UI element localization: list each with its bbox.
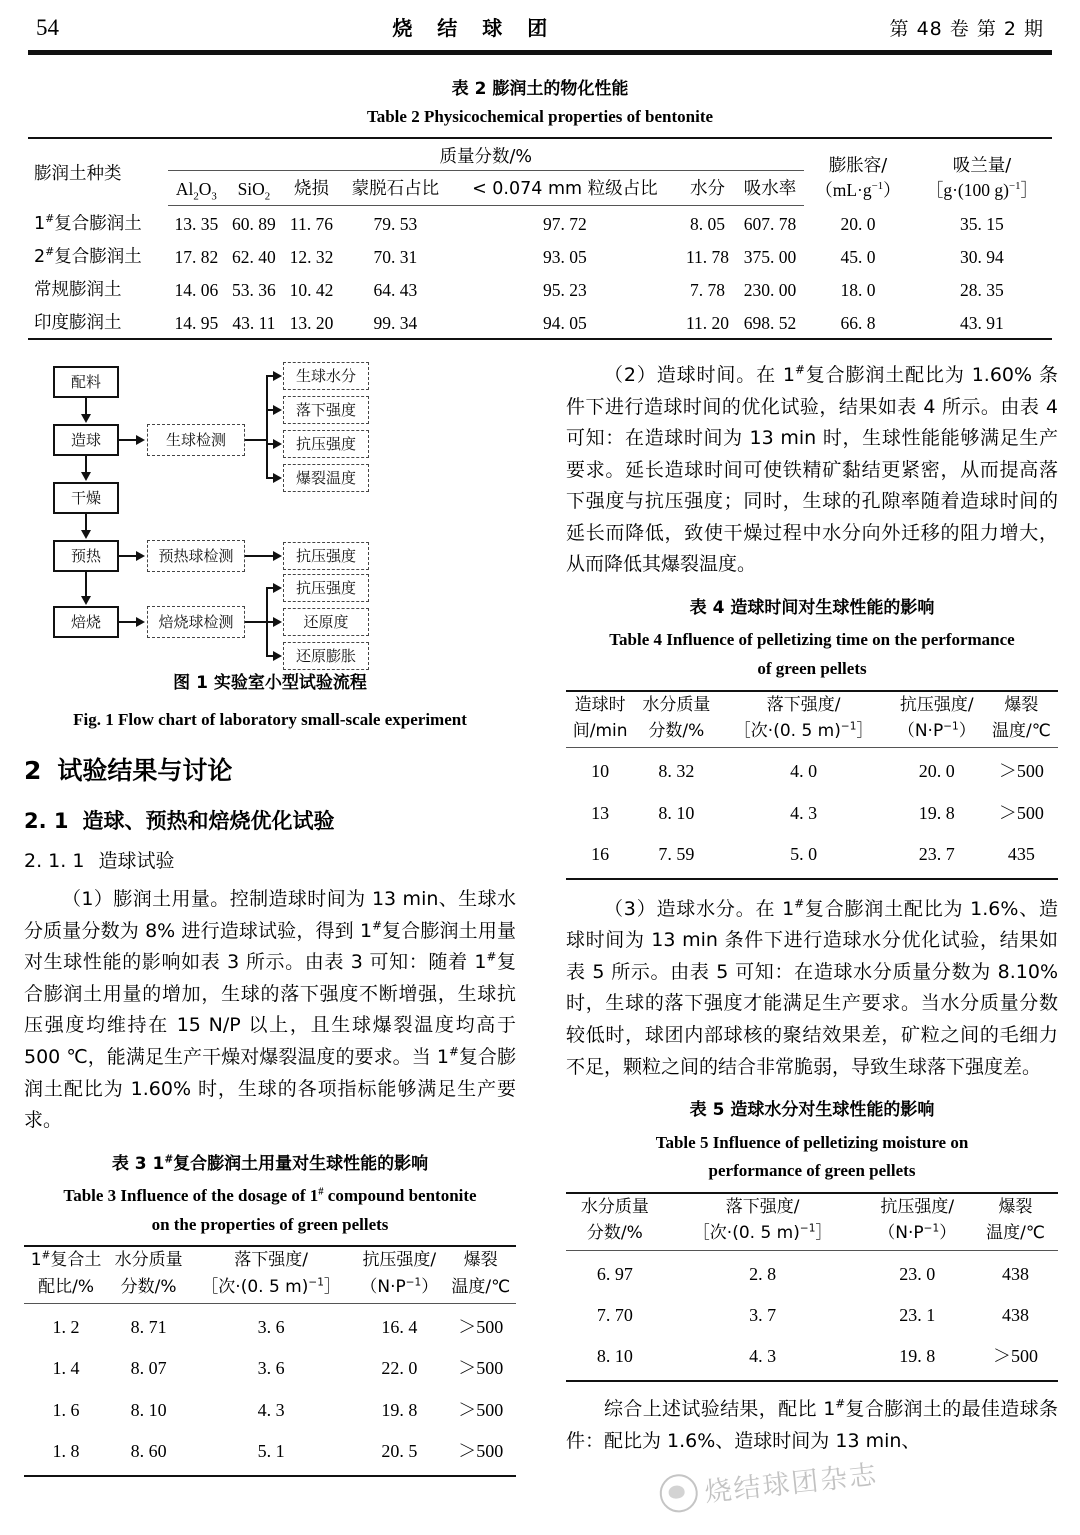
table2-col-al2o3: $Al_2O_3$ [168,171,226,206]
table-row [28,272,1052,305]
flow-arrow-preheating [81,530,91,539]
section-2-1-1-number: 2. 1. 1 [24,849,85,872]
table-row [566,834,1058,879]
flow-node-preheating: 预热 [53,540,119,572]
table3-cell-4: ＞500 [458,1399,504,1420]
flow-arrow-pelletizing [81,414,91,423]
table3-caption-en-line2: on the properties of green pellets [151,1214,389,1234]
table5-cell-0: 8. 10 [596,1346,633,1367]
table2-col-fines: < 0.074 mm 粒级占比 [451,171,680,206]
flow-node-reduction-degree: 还原度 [283,608,369,636]
table3-body [24,1304,516,1476]
flow-line-preheattest-result [245,555,274,557]
table-row [566,1295,1058,1336]
journal-title: 烧 结 球 团 [392,16,557,40]
table4-cell-4: ＞500 [998,802,1044,823]
flow-arrow-roasttest [136,617,145,627]
table2-caption-cn: 表 2 膨润土的物化性能 [451,79,629,99]
table5-cell-1: 2. 8 [749,1263,777,1284]
table3-caption-cn: 表 3 1#复合膨润土用量对生球性能的影响 [111,1152,429,1174]
table2-cell-blue: 28. 35 [960,279,1004,300]
section-heading-2 [24,751,516,792]
table5-col-0-line2: 分数/% [566,1220,664,1250]
table2-cell-al2o3: 14. 06 [174,279,219,300]
table2-cell-moisture: 11. 20 [685,312,730,333]
table3-header-row-1 [24,1246,516,1273]
table5-col-2-line1: 抗压强度/ [880,1196,955,1217]
table4-col-1-line2: 分数/% [634,718,718,748]
table3-head [24,1246,516,1303]
flow-node-reduction-swell: 还原膨胀 [283,642,369,670]
table3-cell-3: 19. 8 [381,1399,418,1420]
table2-cell-sio2: 53. 36 [232,279,276,300]
table2-col-blue [912,138,1052,206]
table-row [24,1304,516,1349]
table4-head [566,691,1058,748]
table2-cell-mont: 70. 31 [373,246,418,267]
flow-node-drop-strength: 落下强度 [283,396,369,424]
table4 [566,690,1058,880]
table2-cell-swell: 66. 8 [840,312,876,333]
table4-col-3-line2: $(N\cdot P^{-1})$ [889,718,985,748]
table5-col-1-line1: 落下强度/ [725,1196,800,1217]
table3-cell-1: 8. 71 [130,1317,167,1338]
table2-col-swelling [804,138,912,206]
table-row [566,748,1058,793]
paragraph-4: 综合上述试验结果，配比 1#复合膨润土的最佳造球条件：配比为 1.6%、造球时间为 13 min、 [566,1396,1058,1452]
table4-cell-2: 4. 0 [790,761,818,782]
flow-line-pelletizing-drying [85,456,87,473]
table2-col-kind: 膨润土种类 [34,163,122,184]
table5-cell-3: 438 [1002,1263,1030,1284]
table5-col-0-line1: 水分质量 [580,1196,649,1217]
table3-cell-2: 3. 6 [257,1358,285,1379]
figure1-caption-cn: 图 1 实验室小型试验流程 [173,673,367,693]
table5-header-row-2 [566,1220,1058,1250]
table4-col-2-line2: ［次·(0. 5 m)$^{-1}$］ [718,718,888,748]
flow-line-roasttest-bus [245,621,267,623]
section-2-number: 2 [24,756,42,786]
table5-caption-en-line2: performance of green pellets [708,1161,916,1181]
table2-cell-moisture: 7. 78 [690,279,725,300]
section-2-title: 试验结果与讨论 [57,756,233,786]
table-row [566,1336,1058,1381]
table4-col-1-line1: 水分质量 [642,694,711,715]
flow-node-roasting: 焙烧 [53,606,119,638]
table2-cell-mont: 64. 43 [373,279,418,300]
table4-header-row-1 [566,691,1058,718]
table3-col-0-line2: 配比/% [24,1274,108,1304]
running-head [0,12,1080,41]
table5-caption-en-line1: Table 5 Influence of pelletizing moisture on [655,1132,969,1152]
paragraph-1: （1）膨润土用量。控制造球时间为 13 min、生球水分质量分数为 8% 进行造球试验，得到 1#复合膨润土用量对生球性能的影响如表 3 所示。由表 3 可知：随着 1#复合膨润土用量的增加，生球的落下强度不断增强，生球抗压强度均维持在 15 N/P 以上，且生球爆裂温度均高于 500 ℃，能满足生产干燥对爆裂温度的要求。当 1#复合膨润土配比为 1.60% 时，生球的各项指标能够满足生产要求。 [24,888,516,1132]
table2-cell-kind: 1#复合膨润土 [34,211,142,234]
table3-col-2-line1: 落下强度/ [234,1250,308,1271]
flow-line-pelletizing-greentest [119,439,137,441]
table4-col-0-line2: 间/min [566,718,634,748]
flow-line-drying-preheating [85,514,87,531]
flow-line-preheating-test [119,555,137,557]
table3-caption-en-line1: Table 3 Influence of the dosage of 1# compound bentonite [63,1186,477,1206]
table2-cell-loi: 12. 32 [289,246,334,267]
table5-cell-3: 438 [1002,1304,1030,1325]
table4-cell-2: 5. 0 [790,843,818,864]
table4-cell-2: 4. 3 [790,802,818,823]
table2-col-blue-unit: ［g·(100 g)$^{-1}$］ [925,179,1038,200]
table5-cell-0: 7. 70 [596,1304,633,1325]
table3-cell-0: 1. 2 [52,1317,80,1338]
table2-col-swelling-cn: 膨胀容/ [828,155,888,176]
table4-cell-4: ＞500 [998,761,1044,782]
flow-arrow-drop-strength [273,405,282,415]
table2-cell-kind: 印度膨润土 [34,312,122,333]
table3-cell-1: 8. 10 [130,1399,167,1420]
table3-col-0-line1: 1#复合土 [30,1249,102,1271]
flow-line-greentest-bus [245,439,267,441]
paragraph-2: （2）造球时间。在 1#复合膨润土配比为 1.60% 条件下进行造球时间的优化试验，结果如表 4 所示。由表 4 可知：在造球时间为 13 min 时，生球性能能够满足生产要求。延长造球时间可使铁精矿黏结更紧密，从而提高落下强度与抗压强度；同时，生球的孔隙率随着造球时间的延长而降低，致使干燥过程中水分向外迁移的阻力增大，从而降低其爆裂温度。 [566,362,1058,576]
flow-node-drying: 干燥 [53,482,119,514]
table2-cell-blue: 43. 91 [960,312,1004,333]
table2-col-loi: 烧损 [283,171,341,206]
table4-col-2-line1: 落下强度/ [766,694,841,715]
table5-cell-0: 6. 97 [596,1263,633,1284]
paragraph-3: （3）造球水分。在 1#复合膨润土配比为 1.6%、造球时间为 13 min 条件下进行造球水分优化试验，结果如表 5 所示。由表 5 可知：在造球水分质量分数为 8.10% 时，生球的落下强度才能满足生产要求。当水分质量分数较低时，球团内部球核的聚结效果差，矿粒之间的毛细力不足，颗粒之间的结合非常脆弱，导致生球落下强度差。 [566,896,1059,1078]
flow-arrow-preheattest [136,551,145,561]
table5-col-3-line2: 温度/℃ [973,1220,1058,1250]
table2-cell-swell: 45. 0 [840,246,876,267]
table3-cell-4: ＞500 [458,1358,504,1379]
table2-col-swelling-unit: $(mL\cdot g^{-1})$ [815,179,901,200]
table2-col-blue-cn: 吸兰量/ [952,155,1012,176]
table2-cell-blue: 35. 15 [960,213,1004,234]
table3-cell-2: 4. 3 [257,1399,285,1420]
table4-cell-0: 10 [591,761,610,782]
table2-cell-fines: 94. 05 [542,312,587,333]
flow-arrow-reduction-swell [273,651,282,661]
watermark-logo-icon [658,1472,700,1514]
table3-col-4-line2: 温度/℃ [446,1274,516,1304]
table5-cell-3: ＞500 [993,1346,1039,1367]
flow-arrow-reduction-degree [273,617,282,627]
flow-node-roast-pellet-test: 焙烧球检测 [147,606,245,638]
table5-col-1-line2: ［次·(0. 5 m)$^{-1}$］ [664,1220,862,1250]
flow-line-preheating-roasting [85,572,87,597]
table4-caption-block [566,595,1058,682]
table2-cell-al2o3: 17. 82 [174,246,219,267]
table2-cell-water_abs: 607. 78 [743,213,797,234]
table3-cell-3: 16. 4 [381,1317,418,1338]
table5-col-3-line1: 爆裂 [998,1196,1033,1217]
table5-cell-1: 4. 3 [749,1346,777,1367]
table2-cell-fines: 95. 23 [542,279,587,300]
table5-caption-cn: 表 5 造球水分对生球性能的影响 [689,1100,935,1121]
table5-body [566,1250,1058,1381]
table4-col-3-line1: 抗压强度/ [899,694,974,715]
table3-cell-0: 1. 6 [52,1399,80,1420]
table4-caption-en-line2: of green pellets [757,658,867,678]
flow-arrow-roasting [81,596,91,605]
flow-bus-green [266,375,268,479]
table3-header-row-2 [24,1274,516,1304]
table2 [28,137,1052,340]
table2-cell-al2o3: 14. 95 [174,312,219,333]
flow-arrow-comp-strength-1 [273,439,282,449]
table2-header-group-row [28,138,1052,171]
table2-cell-sio2: 60. 89 [232,213,276,234]
table3-col-1-line1: 水分质量 [114,1250,183,1271]
table2-group-mass-fraction: 质量分数/% [168,138,804,171]
table3-caption-block [24,1151,516,1238]
table4-cell-1: 8. 32 [658,761,695,782]
table2-cell-blue: 30. 94 [960,246,1004,267]
table4-caption-en-line1: Table 4 Influence of pelletizing time on the performance [609,630,1015,650]
table-row [28,206,1052,239]
section-2-1-number: 2. 1 [24,808,69,833]
table4-col-4-line2: 温度/℃ [985,718,1058,748]
section-2-1-1-title: 造球试验 [98,849,175,872]
table2-caption-en: Table 2 Physicochemical properties of bentonite [366,107,714,126]
table3-cell-0: 1. 8 [52,1440,80,1461]
table-row [28,239,1052,272]
table2-cell-water_abs: 375. 00 [743,246,797,267]
table2-cell-moisture: 11. 78 [685,246,730,267]
table2-cell-kind: 常规膨润土 [34,279,122,300]
table2-cell-water_abs: 230. 00 [743,279,797,300]
flow-arrow-comp-strength-3 [273,583,282,593]
table5-cell-2: 19. 8 [899,1346,936,1367]
table4-header-row-2 [566,718,1058,748]
flow-arrow-burst-temp [273,473,282,483]
right-column [566,360,1058,1457]
table4-cell-1: 8. 10 [658,802,695,823]
section-heading-2-1 [24,804,516,838]
table2-cell-fines: 93. 05 [542,246,587,267]
page-number: 54 [36,15,59,40]
table2-cell-water_abs: 698. 52 [743,312,797,333]
table5-col-2-line2: $(N\cdot P^{-1})$ [861,1220,973,1250]
table2-cell-sio2: 43. 11 [232,312,276,333]
table5-header-row-1 [566,1193,1058,1220]
table5-cell-2: 23. 1 [899,1304,936,1325]
table2-cell-loi: 11. 76 [289,213,333,234]
table3-cell-4: ＞500 [458,1440,504,1461]
table3-col-3-line2: $(N\cdot P^{-1})$ [353,1274,446,1304]
flow-node-pelletizing: 造球 [53,424,119,456]
table4-cell-0: 13 [591,802,610,823]
watermark-text: 烧结球团杂志 [703,1459,880,1509]
table3-cell-3: 20. 5 [381,1440,418,1461]
flow-node-burst-temp: 爆裂温度 [283,464,369,492]
table2-cell-swell: 18. 0 [840,279,876,300]
table2-cell-loi: 10. 42 [289,279,334,300]
flow-arrow-preheat-result [273,551,282,561]
flow-arrow-greentest [136,435,145,445]
table3-cell-2: 5. 1 [257,1440,285,1461]
table3-cell-1: 8. 07 [130,1358,167,1379]
flow-node-comp-strength-1: 抗压强度 [283,430,369,458]
table2-cell-sio2: 62. 40 [232,246,276,267]
table2-cell-al2o3: 13. 35 [174,213,219,234]
table4-cell-0: 16 [591,843,610,864]
table3-cell-3: 22. 0 [381,1358,418,1379]
table3-cell-4: ＞500 [458,1317,504,1338]
table4-cell-3: 23. 7 [918,843,955,864]
table3-col-1-line2: 分数/% [108,1274,189,1304]
flow-line-batching-pelletizing [85,398,87,415]
flow-node-comp-strength-2: 抗压强度 [283,542,369,570]
volume-issue: 第 48 卷 第 2 期 [889,18,1044,40]
left-column [24,360,516,1477]
flow-arrow-green-moisture [273,371,282,381]
table4-col-4-line1: 爆裂 [1004,694,1039,715]
flow-arrow-drying [81,472,91,481]
table2-col-montmorillonite: 蒙脱石占比 [340,171,450,206]
table4-caption-cn: 表 4 造球时间对生球性能的影响 [689,597,935,618]
table-row [24,1348,516,1389]
table2-cell-mont: 99. 34 [373,312,418,333]
table2-cell-loi: 13. 20 [289,312,334,333]
table2-col-moisture: 水分 [679,171,736,206]
flow-node-preheat-pellet-test: 预热球检测 [147,540,245,572]
flow-node-batching: 配料 [53,366,119,398]
table5-caption-block [566,1097,1058,1184]
table3-col-4-line1: 爆裂 [463,1250,498,1271]
table2-cell-kind: 2#复合膨润土 [34,244,142,267]
table2-col-sio2: SiO$_2$ [225,171,283,206]
table2-body [28,206,1052,339]
table4-col-0-line1: 造球时 [574,694,626,715]
table3-col-2-line2: ［次·(0. 5 m)$^{-1}$］ [189,1274,353,1304]
table4-cell-4: 435 [1007,843,1035,864]
table2-col-water-absorption: 吸水率 [736,171,804,206]
table3-cell-1: 8. 60 [130,1440,167,1461]
table5-head [566,1193,1058,1250]
table4-body [566,748,1058,879]
table5-cell-1: 3. 7 [749,1304,777,1325]
table3 [24,1245,516,1477]
table3-cell-0: 1. 4 [52,1358,80,1379]
table-row [566,793,1058,834]
figure1-caption-en: Fig. 1 Flow chart of laboratory small-scale experiment [73,709,467,729]
flow-node-green-pellet-test: 生球检测 [147,424,245,456]
table-row [24,1431,516,1476]
table5-cell-2: 23. 0 [899,1263,936,1284]
table4-cell-3: 20. 0 [918,761,955,782]
table4-cell-3: 19. 8 [918,802,955,823]
table2-cell-moisture: 8. 05 [690,213,725,234]
flow-node-comp-strength-3: 抗压强度 [283,574,369,602]
table-row [28,305,1052,339]
flow-line-roasting-test [119,621,137,623]
table2-block [0,74,1080,340]
figure1-flowchart [35,360,505,665]
table5 [566,1192,1058,1382]
table4-cell-1: 7. 59 [658,843,695,864]
section-heading-2-1-1 [24,846,516,877]
table3-col-3-line1: 抗压强度/ [362,1250,437,1271]
table-row [566,1250,1058,1295]
table2-cell-swell: 20. 0 [840,213,876,234]
table3-cell-2: 3. 6 [257,1317,285,1338]
table2-cell-mont: 79. 53 [373,213,418,234]
table-row [24,1390,516,1431]
section-2-1-title: 造球、预热和焙烧优化试验 [82,808,335,833]
flow-node-green-moisture: 生球水分 [283,362,369,390]
table2-cell-fines: 97. 72 [542,213,587,234]
header-rule [28,50,1052,55]
